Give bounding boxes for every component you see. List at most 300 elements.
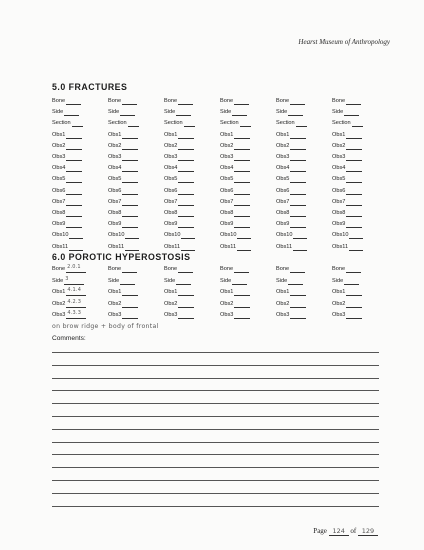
field-label: Section: [220, 120, 239, 127]
field-label: Obs3: [52, 154, 66, 160]
form-field: [108, 98, 137, 105]
field-blank: [178, 302, 193, 308]
field-blank: [178, 313, 193, 319]
field-blank: [346, 200, 361, 206]
field-label: Obs3: [220, 154, 234, 160]
field-blank: [69, 245, 83, 251]
field-label: Obs9: [108, 221, 122, 228]
field-label: Obs2: [164, 142, 178, 149]
field-label: Obs1: [164, 131, 178, 138]
form-field: [108, 176, 138, 183]
comment-line: [52, 352, 379, 353]
field-label: Obs6: [108, 187, 122, 194]
field-label: Obs8: [164, 210, 178, 216]
form-field: [220, 176, 250, 183]
field-label: Obs11: [220, 243, 237, 250]
field-label: Obs9: [276, 221, 290, 228]
form-field: [164, 120, 195, 127]
field-blank: [178, 211, 193, 217]
porotic-title: 6.0 POROTIC HYPEROSTOSIS: [52, 252, 191, 262]
form-field: [108, 165, 138, 172]
field-label: Obs9: [52, 221, 66, 228]
field-label: Obs2: [108, 142, 122, 149]
field-blank: [234, 200, 249, 206]
field-label: Bone: [276, 98, 290, 104]
form-field: [332, 199, 362, 206]
field-label: Obs4: [108, 165, 122, 172]
field-blank: [178, 290, 193, 296]
form-field: [332, 165, 362, 172]
form-field: [332, 221, 362, 228]
field-blank: [346, 189, 361, 195]
form-field: [276, 244, 307, 251]
field-label: Obs11: [276, 243, 293, 250]
field-blank: [176, 110, 191, 116]
field-blank: [234, 177, 249, 183]
form-field: [52, 143, 82, 150]
field-blank: [349, 245, 363, 251]
field-blank: [346, 313, 361, 319]
field-blank: [122, 222, 137, 228]
form-field: [52, 266, 86, 273]
field-label: Obs3: [52, 312, 66, 319]
form-field: [108, 143, 138, 150]
field-blank: [290, 290, 305, 296]
field-blank: [66, 144, 81, 150]
field-label: Side: [108, 277, 120, 284]
field-label: Obs8: [52, 210, 66, 216]
field-label: Side: [108, 109, 120, 116]
form-field: [276, 132, 306, 139]
field-label: Obs10: [164, 232, 181, 239]
field-label: Obs4: [220, 165, 234, 172]
field-blank: [288, 110, 303, 116]
form-field: [332, 301, 362, 308]
field-blank: [293, 245, 307, 251]
form-field: [220, 301, 250, 308]
form-field: [52, 165, 82, 172]
comment-line: [52, 378, 379, 379]
field-label: Obs9: [164, 221, 178, 228]
form-field: [52, 132, 82, 139]
form-field: [52, 188, 82, 195]
form-field: [220, 199, 250, 206]
comment-line: [52, 442, 379, 443]
form-field: [164, 278, 191, 285]
field-blank: [234, 189, 249, 195]
field-label: Obs8: [332, 210, 346, 216]
field-blank: [178, 155, 193, 161]
form-field: [52, 312, 86, 319]
field-blank: [66, 133, 81, 139]
form-field: [332, 176, 362, 183]
field-label: Bone: [164, 98, 178, 104]
field-blank: [120, 110, 135, 116]
field-blank: [234, 144, 249, 150]
field-label: Obs10: [220, 232, 237, 239]
form-field: [164, 244, 195, 251]
form-field: [220, 278, 247, 285]
field-label: Section: [164, 120, 183, 127]
field-blank: [66, 287, 86, 296]
field-blank: [122, 155, 137, 161]
form-field: [220, 244, 251, 251]
form-field: [108, 289, 138, 296]
form-field: [108, 312, 138, 319]
field-blank: [234, 155, 249, 161]
comment-line: [52, 390, 379, 391]
form-field: [164, 132, 194, 139]
form-field: [164, 154, 194, 161]
form-field: [276, 176, 306, 183]
field-label: Obs10: [52, 232, 69, 239]
form-field: [276, 210, 306, 217]
page-label: Page: [313, 527, 327, 535]
form-field: [220, 154, 250, 161]
field-label: Obs6: [276, 187, 290, 194]
form-field: [220, 210, 250, 217]
handwritten-value: 2.0.1: [67, 264, 81, 270]
field-label: Bone: [108, 266, 122, 272]
field-blank: [66, 166, 81, 172]
form-field: [108, 266, 137, 273]
field-blank: [66, 155, 81, 161]
field-blank: [346, 99, 361, 105]
field-blank: [66, 189, 81, 195]
form-field: [52, 120, 83, 127]
field-blank: [122, 177, 137, 183]
field-blank: [181, 233, 195, 239]
field-label: Obs5: [276, 176, 290, 183]
form-field: [52, 221, 82, 228]
form-field: [164, 312, 194, 319]
field-label: Obs7: [220, 198, 234, 205]
form-field: [276, 165, 306, 172]
field-label: Obs2: [332, 300, 346, 307]
form-field: [164, 301, 194, 308]
field-label: Side: [220, 277, 232, 284]
field-label: Obs10: [108, 232, 125, 239]
form-field: [108, 132, 138, 139]
field-label: Obs2: [108, 300, 122, 307]
field-blank: [122, 267, 137, 273]
field-label: Obs2: [332, 142, 346, 149]
field-label: Obs7: [52, 198, 66, 205]
field-blank: [232, 279, 247, 285]
field-blank: [290, 155, 305, 161]
field-blank: [66, 310, 86, 319]
field-label: Obs1: [220, 289, 234, 296]
field-label: Obs1: [332, 131, 346, 138]
field-label: Obs1: [220, 131, 234, 138]
field-blank: [234, 211, 249, 217]
field-blank: [346, 222, 361, 228]
form-field: [52, 199, 82, 206]
field-blank: [293, 233, 307, 239]
field-blank: [125, 245, 139, 251]
field-blank: [346, 166, 361, 172]
field-blank: [125, 233, 139, 239]
form-field: [332, 120, 363, 127]
comment-line: [52, 467, 379, 468]
field-label: Obs2: [220, 142, 234, 149]
field-blank: [122, 166, 137, 172]
field-label: Obs2: [276, 142, 290, 149]
form-field: [220, 143, 250, 150]
form-field: [52, 232, 83, 239]
field-blank: [122, 290, 137, 296]
form-field: [108, 221, 138, 228]
field-blank: [181, 245, 195, 251]
field-label: Obs4: [52, 165, 66, 172]
form-field: [332, 154, 362, 161]
field-label: Obs3: [108, 312, 122, 319]
field-label: Bone: [332, 98, 346, 104]
field-label: Obs1: [276, 131, 290, 138]
field-label: Bone: [52, 266, 66, 272]
field-label: Obs2: [52, 300, 66, 307]
field-label: Side: [332, 109, 344, 116]
form-field: [276, 199, 306, 206]
field-blank: [178, 189, 193, 195]
field-blank: [66, 264, 86, 273]
form-field: [332, 143, 362, 150]
field-label: Side: [332, 277, 344, 284]
field-label: Side: [164, 109, 176, 116]
form-field: [52, 176, 82, 183]
form-field: [164, 199, 194, 206]
form-field: [164, 109, 191, 116]
field-label: Obs4: [332, 165, 346, 172]
field-blank: [72, 121, 84, 127]
comment-line: [52, 365, 379, 366]
field-blank: [234, 267, 249, 273]
form-field: [276, 278, 303, 285]
total-value: 129: [358, 527, 378, 536]
field-label: Obs7: [108, 198, 122, 205]
form-field: [332, 312, 362, 319]
comment-line: [52, 429, 379, 430]
field-label: Side: [52, 109, 64, 116]
field-blank: [344, 110, 359, 116]
field-label: Obs3: [276, 154, 290, 160]
form-field: [220, 98, 249, 105]
of-label: of: [350, 527, 357, 535]
form-field: [332, 188, 362, 195]
field-label: Bone: [52, 98, 66, 104]
form-field: [108, 244, 139, 251]
field-blank: [346, 211, 361, 217]
form-field: [108, 109, 135, 116]
field-blank: [122, 200, 137, 206]
field-blank: [237, 233, 251, 239]
form-field: [276, 98, 305, 105]
field-label: Obs1: [332, 289, 346, 296]
field-label: Bone: [332, 266, 346, 272]
field-label: Side: [220, 109, 232, 116]
field-blank: [178, 177, 193, 183]
comment-line: [52, 416, 379, 417]
form-field: [52, 210, 82, 217]
form-field: [220, 289, 250, 296]
field-blank: [66, 177, 81, 183]
field-label: Obs5: [52, 176, 66, 183]
form-field: [276, 312, 306, 319]
field-blank: [290, 144, 305, 150]
field-blank: [178, 222, 193, 228]
field-label: Obs1: [108, 289, 122, 296]
field-label: Obs4: [164, 165, 178, 172]
field-label: Obs9: [332, 221, 346, 228]
field-blank: [122, 302, 137, 308]
field-label: Obs7: [276, 198, 290, 205]
comment-line: [52, 403, 379, 404]
field-blank: [288, 279, 303, 285]
form-field: [332, 244, 363, 251]
field-blank: [234, 302, 249, 308]
field-label: Obs3: [164, 312, 178, 319]
field-blank: [237, 245, 251, 251]
form-field: [108, 120, 139, 127]
field-blank: [290, 189, 305, 195]
field-label: Obs2: [276, 300, 290, 307]
field-blank: [66, 298, 86, 308]
field-label: Side: [276, 109, 288, 116]
form-field: [220, 221, 250, 228]
form-field: [164, 188, 194, 195]
field-label: Bone: [108, 98, 122, 104]
field-blank: [349, 233, 363, 239]
form-field: [164, 210, 194, 217]
field-label: Bone: [276, 266, 290, 272]
form-field: [276, 232, 307, 239]
form-field: [276, 154, 306, 161]
form-field: [108, 199, 138, 206]
handwritten-note: on brow ridge + body of frontal: [52, 323, 159, 330]
field-label: Bone: [220, 266, 234, 272]
field-label: Obs11: [52, 243, 69, 250]
form-field: [332, 232, 363, 239]
field-label: Obs6: [164, 187, 178, 194]
form-field: [164, 176, 194, 183]
field-blank: [234, 166, 249, 172]
form-field: [108, 301, 138, 308]
form-field: [220, 132, 250, 139]
field-blank: [176, 279, 191, 285]
field-blank: [184, 121, 196, 127]
field-blank: [64, 275, 84, 285]
field-label: Obs8: [220, 210, 234, 216]
field-label: Obs8: [276, 210, 290, 216]
form-field: [276, 109, 303, 116]
handwritten-value: 4.3.3: [67, 310, 82, 317]
field-label: Obs5: [164, 176, 178, 183]
form-field: [52, 298, 86, 308]
field-label: Obs2: [52, 142, 66, 149]
field-blank: [346, 302, 361, 308]
field-label: Obs5: [332, 176, 346, 183]
form-field: [52, 98, 81, 105]
field-blank: [178, 267, 193, 273]
field-label: Obs3: [332, 312, 346, 319]
field-label: Obs11: [108, 243, 125, 250]
comment-line: [52, 506, 379, 507]
field-blank: [128, 121, 140, 127]
field-blank: [178, 144, 193, 150]
field-label: Obs6: [52, 187, 66, 194]
field-blank: [346, 133, 361, 139]
form-field: [220, 312, 250, 319]
form-field: [108, 210, 138, 217]
field-label: Section: [52, 120, 71, 127]
fractures-title: 5.0 FRACTURES: [52, 82, 128, 92]
form-field: [164, 98, 193, 105]
field-blank: [122, 189, 137, 195]
form-field: [52, 289, 86, 296]
field-label: Obs1: [108, 131, 122, 138]
field-label: Section: [276, 120, 295, 127]
comments-label: Comments:: [52, 335, 86, 342]
form-field: [108, 232, 139, 239]
form-field: [220, 165, 250, 172]
field-blank: [122, 133, 137, 139]
field-blank: [290, 222, 305, 228]
field-blank: [346, 155, 361, 161]
field-blank: [234, 222, 249, 228]
field-blank: [290, 200, 305, 206]
field-blank: [178, 133, 193, 139]
form-field: [220, 120, 251, 127]
form-field: [332, 289, 362, 296]
field-blank: [346, 144, 361, 150]
form-field: [108, 278, 135, 285]
field-blank: [234, 133, 249, 139]
field-blank: [178, 166, 193, 172]
field-label: Obs3: [220, 312, 234, 319]
field-blank: [290, 99, 305, 105]
field-label: Obs7: [332, 198, 346, 205]
form-field: [52, 154, 82, 161]
field-blank: [346, 267, 361, 273]
form-field: [164, 266, 193, 273]
field-label: Bone: [164, 266, 178, 272]
field-label: Obs3: [164, 154, 178, 160]
field-label: Obs6: [220, 187, 234, 194]
form-field: [52, 109, 79, 116]
field-blank: [346, 177, 361, 183]
field-label: Obs3: [108, 154, 122, 160]
field-label: Obs10: [332, 232, 349, 239]
field-blank: [120, 279, 135, 285]
institution-header: Hearst Museum of Anthropology: [298, 38, 390, 46]
field-blank: [346, 290, 361, 296]
field-label: Obs1: [276, 289, 290, 296]
field-blank: [290, 267, 305, 273]
form-field: [52, 244, 83, 251]
form-field: [52, 275, 84, 285]
field-blank: [234, 290, 249, 296]
field-label: Obs8: [108, 210, 122, 216]
form-field: [332, 266, 361, 273]
field-blank: [122, 313, 137, 319]
field-label: Obs5: [108, 176, 122, 183]
field-blank: [290, 211, 305, 217]
field-blank: [178, 99, 193, 105]
form-field: [332, 109, 359, 116]
form-field: [332, 210, 362, 217]
form-field: [220, 266, 249, 273]
field-blank: [66, 99, 81, 105]
